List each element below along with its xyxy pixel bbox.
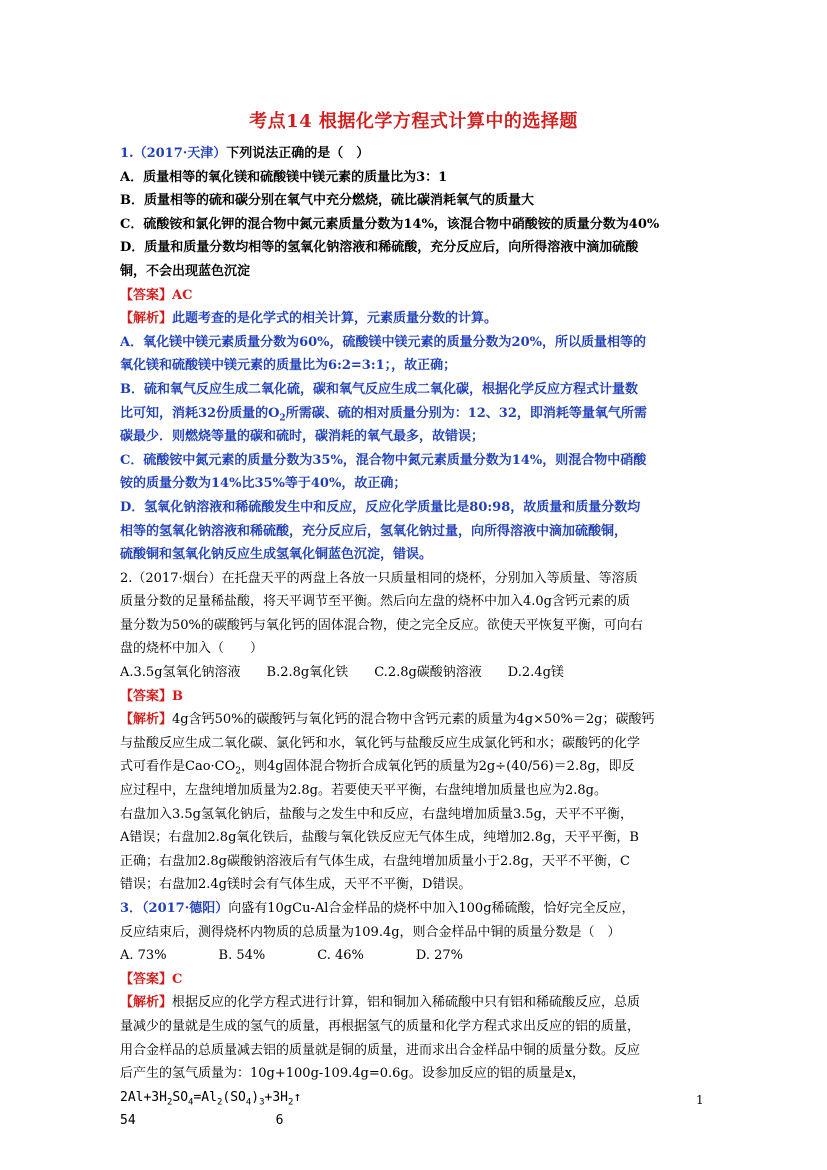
analysis-line: 比可知，消耗32份质量的$O_2$所需碳、硫的相对质量分别为：12、32，即消耗等量氧气所需 (120, 405, 647, 424)
question-1-answer: 【答案】AC (120, 287, 193, 303)
question-2-stem: 量分数为50%的碳酸钙与氧化钙的固体混合物，使之完全反应。欲使天平恢复平衡，可向右 (120, 617, 643, 633)
analysis-line: A．氧化镁中镁元素质量分数为60%，硫酸镁中镁元素的质量分数为20%，所以质量相等的 (120, 334, 646, 350)
analysis-line: 应过程中，左盘纯增加质量为2.8g。若要使天平平衡，右盘纯增加质量也应为2.8g。 (120, 783, 607, 799)
analysis-line: 相等的氢氧化钠溶液和稀硫酸，充分反应后，氢氧化钠过量，向所得溶液中滴加硫酸铜， (120, 523, 628, 539)
question-2-options: A.3.5g氢氧化钠溶液 B.2.8g氧化铁 C.2.8g碳酸钠溶液 D.2.4g镁 (120, 665, 564, 681)
question-3-stem: 反应结束后，测得烧杯内物质的总质量为109.4g，则合金样品中铜的质量分数是（ ） (120, 924, 621, 940)
analysis-line: 错误；右盘加2.4g镁时会有气体生成，天平不平衡，D错误。 (120, 877, 472, 893)
question-3-analysis: 【解析】根据反应的化学方程式进行计算，铝和铜加入稀硫酸中只有铝和稀硫酸反应，总质 (120, 995, 641, 1011)
analysis-line: 用合金样品的总质量减去铝的质量就是铜的质量，进而求出合金样品中铜的质量分数。反应 (120, 1042, 641, 1058)
question-1-option-a: A．质量相等的氧化镁和硫酸镁中镁元素的质量比为3：1 (120, 169, 448, 185)
analysis-line: 式可看作是$Cao\cdot CO_2$，则4g固体混合物折合成氧化钙的质量为2g÷(40/56)＝2.8g，即反 (120, 759, 635, 778)
analysis-line: 正确；右盘加2.8g碳酸钠溶液后有气体生成，右盘纯增加质量小于2.8g，天平不平衡，C (120, 853, 630, 869)
question-2-analysis: 【解析】4g含钙50%的碳酸钙与氧化钙的混合物中含钙元素的质量为4g×50%＝2g；碳酸钙 (120, 712, 655, 728)
chemical-equation: $2Al+3H_2SO_4=Al_2(SO_4)_3+3H_2↑$ (120, 1089, 302, 1108)
analysis-line: A错误；右盘加2.8g氧化铁后，盐酸与氧化铁反应无气体生成，纯增加2.8g，天平平衡，B (120, 830, 639, 846)
question-2-stem: 2.（2017·烟台）在托盘天平的两盘上各放一只质量相同的烧杯，分别加入等质量、等溶质 (120, 570, 638, 586)
page-number: 1 (696, 1093, 704, 1107)
analysis-line: 与盐酸反应生成二氧化碳、氯化钙和水，氧化钙与盐酸反应生成氯化钙和水；碳酸钙的化学 (120, 735, 641, 751)
analysis-line: 铵的质量分数为14%比35%等于40%，故正确； (120, 476, 407, 492)
analysis-line: 后产生的氢气质量为：10g+100g-109.4g=0.6g。设参加反应的铝的质量是x， (120, 1066, 586, 1082)
question-3-stem: 3．（2017·德阳）向盛有10gCu-Al合金样品的烧杯中加入100g稀硫酸，恰好完全反应， (120, 901, 635, 916)
question-1-analysis: 【解析】此题考查的是化学式的相关计算，元素质量分数的计算。 (120, 311, 498, 327)
question-1-stem: 1.（2017·天津）下列说法正确的是（ ） (120, 146, 370, 161)
equation-ratio: 54 6 (120, 1113, 284, 1129)
analysis-line: 碳最少．则燃烧等量的碳和硫时，碳消耗的氧气最多，故错误； (120, 429, 485, 445)
question-2-stem: 盘的烧杯中加入（ ） (120, 641, 264, 657)
analysis-line: C．硫酸铵中氮元素的质量分数为35%，混合物中氮元素质量分数为14%，则混合物中硝酸 (120, 452, 647, 468)
analysis-line: 氧化镁和硫酸镁中镁元素的质量比为6:2=3:1；，故正确； (120, 358, 457, 374)
question-1-option-d-cont: 铜，不会出现蓝色沉淀 (120, 263, 251, 279)
question-1-option-b: B．质量相等的硫和碳分别在氧气中充分燃烧，硫比碳消耗氧气的质量大 (120, 193, 534, 209)
question-1-option-c: C．硫酸铵和氯化钾的混合物中氮元素质量分数为14%，该混合物中硝酸铵的质量分数为40% (120, 216, 660, 232)
analysis-line: B．硫和氧气反应生成二氧化硫，碳和氧气反应生成二氧化碳，根据化学反应方程式计量数 (120, 381, 638, 397)
analysis-line: 硫酸铜和氢氧化钠反应生成氢氧化铜蓝色沉淀，错误。 (120, 547, 433, 563)
question-1-option-d: D．质量和质量分数均相等的氢氧化钠溶液和稀硫酸，充分反应后，向所得溶液中滴加硫酸 (120, 240, 639, 256)
analysis-line: 量减少的量就是生成的氢气的质量，再根据氢气的质量和化学方程式求出反应的铝的质量， (120, 1018, 641, 1034)
analysis-line: D．氢氧化钠溶液和稀硫酸发生中和反应，反应化学质量比是80:98，故质量和质量分数均 (120, 499, 641, 515)
question-2-stem: 质量分数的足量稀盐酸，将天平调节至平衡。然后向左盘的烧杯中加入4.0g含钙元素的质 (120, 594, 630, 610)
question-3-options: A. 73% B. 54% C. 46% D. 27% (120, 948, 464, 964)
analysis-line: 右盘加入3.5g氢氧化钠后，盐酸与之发生中和反应，右盘纯增加质量3.5g，天平不平衡， (120, 806, 633, 822)
question-3-answer: 【答案】C (120, 971, 183, 987)
document-body (120, 142, 710, 1133)
page-title: 考点14 根据化学方程式计算中的选择题 (249, 111, 578, 132)
question-2-answer: 【答案】B (120, 688, 184, 704)
